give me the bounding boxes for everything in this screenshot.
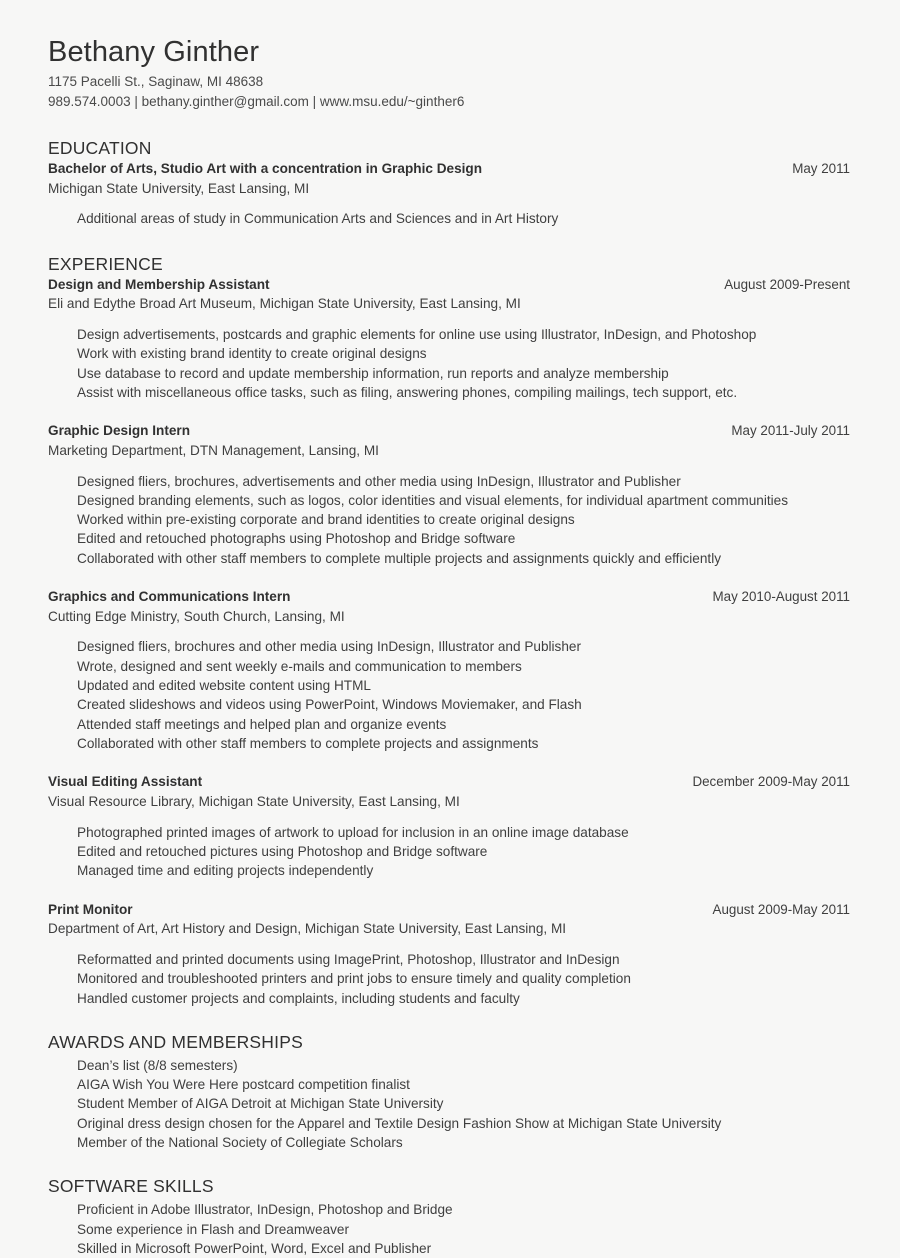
job-responsibility-list <box>48 472 850 568</box>
list-item: Updated and edited website content using HTML <box>77 678 371 694</box>
list-item: Designed branding elements, such as logos, color identities and visual elements, for individual apartment communities <box>77 492 789 508</box>
candidate-name: Bethany Ginther <box>48 36 260 68</box>
experience-entry <box>48 587 850 753</box>
education-entry <box>48 159 850 229</box>
list-item: Edited and retouched photographs using Photoshop and Bridge software <box>77 531 516 547</box>
job-responsibility-list <box>48 823 850 881</box>
list-item: Attended staff meetings and helped plan and organize events <box>77 716 447 732</box>
job-date: May 2010-August 2011 <box>712 589 850 605</box>
job-responsibility-list <box>48 325 850 402</box>
experience-entry-header <box>48 772 850 792</box>
list-item: Work with existing brand identity to create original designs <box>77 346 427 362</box>
section-education <box>48 138 850 229</box>
list-item: Student Member of AIGA Detroit at Michigan State University <box>77 1096 444 1112</box>
resume-header <box>48 36 850 112</box>
list-item: Proficient in Adobe Illustrator, InDesign, Photoshop and Bridge <box>77 1202 453 1218</box>
education-institution: Michigan State University, East Lansing, MI <box>48 180 310 196</box>
job-employer: Visual Resource Library, Michigan State University, East Lansing, MI <box>48 793 460 809</box>
software-skills-list <box>48 1200 850 1258</box>
list-item: Wrote, designed and sent weekly e-mails and communication to members <box>77 658 522 674</box>
list-item: Monitored and troubleshooted printers and print jobs to ensure timely and quality completion <box>77 971 631 987</box>
list-item: Some experience in Flash and Dreamweaver <box>77 1221 350 1237</box>
job-date: August 2009-Present <box>724 276 850 292</box>
job-date: December 2009-May 2011 <box>692 774 850 790</box>
job-title: Graphics and Communications Intern <box>48 589 291 605</box>
awards-list <box>48 1056 850 1152</box>
section-heading-awards: AWARDS AND MEMBERSHIPS <box>48 1031 303 1052</box>
candidate-contact-line: 989.574.0003 | bethany.ginther@gmail.com | www.msu.edu/~ginther6 <box>48 94 465 110</box>
experience-entry <box>48 772 850 880</box>
list-item: Skilled in Microsoft PowerPoint, Word, Excel and Publisher <box>77 1240 432 1256</box>
list-item: Created slideshows and videos using PowerPoint, Windows Moviemaker, and Flash <box>77 697 582 713</box>
job-employer: Marketing Department, DTN Management, Lansing, MI <box>48 442 379 458</box>
section-software-skills <box>48 1176 850 1258</box>
list-item: Edited and retouched pictures using Photoshop and Bridge software <box>77 843 488 859</box>
section-heading-education: EDUCATION <box>48 137 152 158</box>
education-degree: Bachelor of Arts, Studio Art with a concentration in Graphic Design <box>48 160 483 176</box>
list-item: Handled customer projects and complaints, including students and faculty <box>77 990 520 1006</box>
list-item: Use database to record and update membership information, run reports and analyze membership <box>77 365 669 381</box>
list-item: Designed fliers, brochures and other media using InDesign, Illustrator and Publisher <box>77 639 581 655</box>
section-experience <box>48 254 850 1008</box>
list-item: Original dress design chosen for the Apparel and Textile Design Fashion Show at Michigan State University <box>77 1115 722 1131</box>
experience-entry <box>48 900 850 1008</box>
experience-entry-header <box>48 900 850 920</box>
education-detail-list <box>48 209 850 228</box>
job-date: August 2009-May 2011 <box>712 901 850 917</box>
section-awards <box>48 1032 850 1152</box>
job-title: Visual Editing Assistant <box>48 774 203 790</box>
job-responsibility-list <box>48 950 850 1008</box>
list-item: Design advertisements, postcards and graphic elements for online use using Illustrator, InDesign, and Photoshop <box>77 326 757 342</box>
section-heading-experience: EXPERIENCE <box>48 253 163 274</box>
section-heading-software-skills: SOFTWARE SKILLS <box>48 1176 214 1197</box>
list-item: Reformatted and printed documents using ImagePrint, Photoshop, Illustrator and InDesign <box>77 951 620 967</box>
job-employer: Cutting Edge Ministry, South Church, Lansing, MI <box>48 608 345 624</box>
experience-entry <box>48 421 850 568</box>
list-item: AIGA Wish You Were Here postcard competition finalist <box>77 1077 410 1093</box>
experience-entry-header <box>48 421 850 441</box>
job-employer: Department of Art, Art History and Design, Michigan State University, East Lansing, MI <box>48 921 567 937</box>
list-item: Assist with miscellaneous office tasks, such as filing, answering phones, compiling mailings, tech support, etc. <box>77 384 738 400</box>
job-date: May 2011-July 2011 <box>731 423 850 439</box>
list-item: Collaborated with other staff members to complete multiple projects and assignments quickly and efficiently <box>77 550 722 566</box>
list-item: Collaborated with other staff members to complete projects and assignments <box>77 735 539 751</box>
list-item: Worked within pre-existing corporate and brand identities to create original designs <box>77 512 575 528</box>
experience-entry-header <box>48 587 850 607</box>
job-responsibility-list <box>48 637 850 753</box>
experience-entry-header <box>48 275 850 295</box>
job-title: Design and Membership Assistant <box>48 276 270 292</box>
candidate-address: 1175 Pacelli St., Saginaw, MI 48638 <box>48 74 264 90</box>
list-item: Designed fliers, brochures, advertisements and other media using InDesign, Illustrator and Publisher <box>77 473 681 489</box>
education-entry-header <box>48 159 850 179</box>
list-item: Additional areas of study in Communication Arts and Sciences and in Art History <box>77 211 559 227</box>
job-title: Print Monitor <box>48 901 133 917</box>
list-item: Member of the National Society of Collegiate Scholars <box>77 1135 403 1151</box>
list-item: Managed time and editing projects independently <box>77 863 374 879</box>
job-employer: Eli and Edythe Broad Art Museum, Michigan State University, East Lansing, MI <box>48 296 521 312</box>
experience-entry <box>48 275 850 403</box>
list-item: Dean’s list (8/8 semesters) <box>77 1057 238 1073</box>
education-date: May 2011 <box>792 160 850 176</box>
list-item: Photographed printed images of artwork to upload for inclusion in an online image database <box>77 824 629 840</box>
job-title: Graphic Design Intern <box>48 423 191 439</box>
